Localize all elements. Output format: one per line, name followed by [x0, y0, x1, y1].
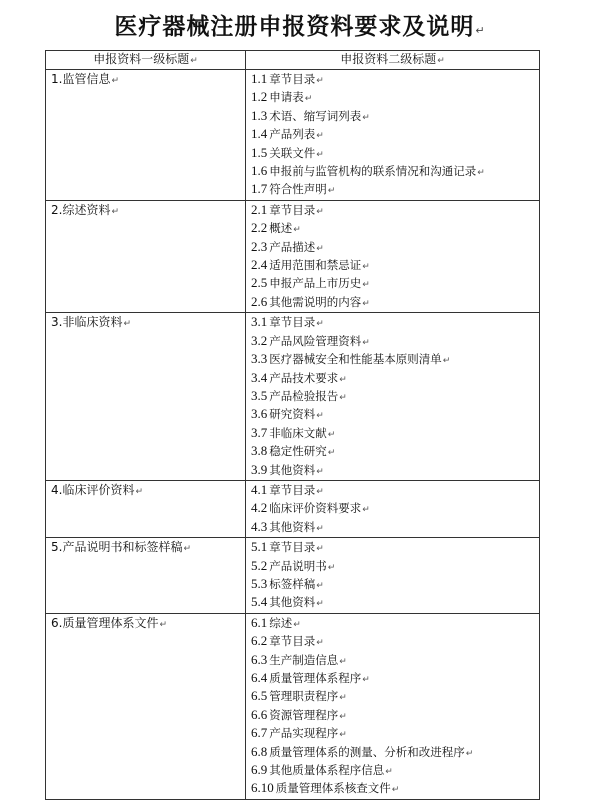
item-number: 6.6	[251, 706, 268, 722]
item-number: 3.6	[251, 406, 268, 422]
item-number: 3.8	[251, 443, 268, 459]
item-number: 2.2	[251, 220, 268, 236]
item-text: 其他需说明的内容	[269, 294, 362, 309]
item-number: 6.5	[251, 688, 268, 704]
item-number: 6.8	[251, 743, 268, 759]
list-item	[251, 762, 539, 780]
list-item	[251, 89, 539, 107]
list-item	[251, 314, 539, 332]
paragraph-mark-icon: ↵	[316, 411, 324, 422]
requirements-table	[45, 50, 540, 800]
item-text: 质量管理体系的测量、分析和改进程序	[269, 744, 465, 759]
item-text: 标签样稿	[269, 576, 316, 591]
paragraph-mark-icon: ↵	[111, 206, 119, 217]
paragraph-mark-icon: ↵	[316, 486, 324, 497]
header-level1	[46, 51, 246, 70]
list-item	[251, 425, 539, 443]
item-text: 申报产品上市历史	[269, 276, 362, 291]
item-number: 2.6	[251, 293, 268, 309]
item-text: 符合性声明	[269, 182, 327, 197]
paragraph-mark-icon: ↵	[316, 544, 324, 555]
item-text: 医疗器械安全和性能基本原则清单	[269, 352, 442, 367]
level1-title: 3.非临床资料	[51, 315, 123, 330]
item-number: 5.4	[251, 594, 268, 610]
level1-title-cell	[46, 313, 246, 481]
header-level1-label: 申报资料一级标题	[93, 52, 190, 66]
item-number: 1.3	[251, 107, 268, 123]
item-text: 章节目录	[269, 634, 316, 649]
paragraph-mark-icon: ↵	[362, 505, 370, 516]
item-text: 稳定性研究	[269, 444, 327, 459]
item-text: 产品实现程序	[269, 726, 339, 741]
paragraph-mark-icon: ↵	[475, 24, 486, 37]
item-number: 3.7	[251, 424, 268, 440]
page-title-text: 医疗器械注册申报资料要求及说明	[114, 14, 475, 40]
item-text: 章节目录	[269, 72, 316, 86]
paragraph-mark-icon: ↵	[362, 298, 370, 309]
list-item	[251, 443, 539, 461]
paragraph-mark-icon: ↵	[339, 730, 347, 741]
paragraph-mark-icon: ↵	[391, 785, 400, 796]
list-item	[251, 370, 539, 388]
paragraph-mark-icon: ↵	[316, 149, 324, 160]
paragraph-mark-icon: ↵	[465, 748, 474, 759]
paragraph-mark-icon: ↵	[362, 262, 370, 273]
paragraph-mark-icon: ↵	[385, 767, 393, 778]
item-text: 章节目录	[269, 540, 316, 555]
paragraph-mark-icon: ↵	[477, 168, 485, 179]
list-item	[251, 576, 539, 594]
paragraph-mark-icon: ↵	[327, 186, 336, 197]
item-text: 章节目录	[269, 482, 316, 497]
paragraph-mark-icon: ↵	[316, 580, 324, 591]
paragraph-mark-icon: ↵	[327, 448, 336, 459]
paragraph-mark-icon: ↵	[339, 392, 347, 403]
list-item	[251, 108, 539, 126]
item-text: 产品说明书	[269, 558, 327, 573]
item-number: 1.6	[251, 163, 268, 179]
list-item	[251, 333, 539, 351]
item-text: 产品检验报告	[269, 388, 339, 403]
list-item	[251, 239, 539, 257]
item-text: 申报前与监管机构的联系情况和沟通记录	[269, 164, 477, 179]
level1-title-cell	[46, 70, 246, 201]
item-text: 适用范围和禁忌证	[269, 258, 362, 273]
list-item	[251, 744, 539, 762]
item-number: 6.4	[251, 670, 268, 685]
item-text: 产品列表	[269, 127, 316, 142]
item-number: 4.1	[251, 481, 268, 497]
table-body	[46, 70, 540, 800]
list-item	[251, 351, 539, 369]
level2-items-cell	[246, 480, 540, 537]
level1-title-cell	[46, 480, 246, 537]
item-text: 申请表	[269, 90, 304, 105]
item-number: 6.3	[251, 651, 268, 667]
level1-title: 4.临床评价资料	[51, 482, 135, 497]
paragraph-mark-icon: ↵	[316, 466, 324, 477]
list-item	[251, 615, 539, 633]
paragraph-mark-icon: ↵	[159, 619, 167, 630]
list-item	[251, 688, 539, 706]
item-text: 产品技术要求	[269, 370, 339, 385]
table-row	[46, 480, 540, 537]
table-row	[46, 538, 540, 614]
paragraph-mark-icon: ↵	[339, 656, 347, 667]
item-number: 2.5	[251, 275, 268, 291]
level1-title-cell	[46, 613, 246, 799]
item-text: 综述	[269, 615, 293, 630]
paragraph-mark-icon: ↵	[316, 319, 324, 330]
list-item	[251, 406, 539, 424]
paragraph-mark-icon: ↵	[183, 544, 191, 555]
list-item	[251, 275, 539, 293]
paragraph-mark-icon: ↵	[339, 711, 347, 722]
list-item	[251, 462, 539, 480]
item-number: 3.1	[251, 314, 268, 330]
item-number: 6.2	[251, 633, 268, 649]
item-text: 临床评价资料要求	[269, 501, 362, 516]
list-item	[251, 482, 539, 500]
paragraph-mark-icon: ↵	[316, 131, 324, 142]
item-number: 3.3	[251, 351, 268, 367]
item-number: 6.10	[251, 780, 274, 796]
paragraph-mark-icon: ↵	[339, 693, 347, 704]
item-number: 6.1	[251, 614, 268, 630]
level1-title-cell	[46, 200, 246, 312]
paragraph-mark-icon: ↵	[362, 337, 370, 348]
paragraph-mark-icon: ↵	[442, 356, 451, 367]
item-number: 3.4	[251, 369, 268, 385]
table-row	[46, 313, 540, 481]
item-text: 质量管理体系核查文件	[275, 781, 391, 796]
item-text: 资源管理程序	[269, 707, 339, 722]
list-item	[251, 181, 539, 199]
level2-items-cell	[246, 313, 540, 481]
level1-title: 2.综述资料	[51, 202, 111, 217]
level2-items-cell	[246, 70, 540, 201]
level1-title-cell	[46, 538, 246, 614]
item-text: 其他资料	[269, 462, 316, 477]
item-text: 章节目录	[269, 202, 316, 217]
item-number: 4.3	[251, 518, 268, 534]
level2-items-cell	[246, 613, 540, 799]
item-number: 3.9	[251, 461, 268, 477]
level1-title: 6.质量管理体系文件	[51, 615, 159, 630]
list-item	[251, 202, 539, 220]
paragraph-mark-icon: ↵	[316, 638, 324, 649]
item-text: 研究资料	[269, 407, 316, 422]
item-number: 6.9	[251, 762, 268, 778]
level2-items-cell	[246, 200, 540, 312]
paragraph-mark-icon: ↵	[339, 374, 347, 385]
item-text: 章节目录	[269, 315, 316, 330]
list-item	[251, 633, 539, 651]
item-number: 2.4	[251, 257, 268, 273]
list-item	[251, 145, 539, 163]
level1-title: 5.产品说明书和标签样稿	[51, 540, 183, 555]
list-item	[251, 780, 539, 798]
item-number: 1.4	[251, 126, 268, 142]
item-number: 1.5	[251, 144, 268, 160]
item-number: 1.1	[251, 71, 268, 86]
paragraph-mark-icon: ↵	[362, 280, 370, 291]
item-number: 2.1	[251, 201, 268, 217]
item-text: 其他资料	[269, 595, 316, 610]
list-item	[251, 707, 539, 725]
page-title	[0, 8, 600, 41]
paragraph-mark-icon: ↵	[316, 599, 324, 610]
item-number: 4.2	[251, 500, 268, 516]
list-item	[251, 652, 539, 670]
list-item	[251, 294, 539, 312]
table-row	[46, 613, 540, 799]
item-number: 1.7	[251, 181, 268, 197]
list-item	[251, 725, 539, 743]
paragraph-mark-icon: ↵	[327, 429, 336, 440]
item-text: 术语、缩写词列表	[269, 108, 362, 123]
list-item	[251, 558, 539, 576]
paragraph-mark-icon: ↵	[362, 112, 370, 123]
table-header-row	[46, 51, 540, 70]
paragraph-mark-icon: ↵	[123, 319, 131, 330]
paragraph-mark-icon: ↵	[293, 619, 301, 630]
level2-items-cell	[246, 538, 540, 614]
item-text: 管理职责程序	[269, 689, 339, 704]
item-text: 产品风险管理资料	[269, 333, 362, 348]
item-number: 5.3	[251, 575, 268, 591]
paragraph-mark-icon: ↵	[362, 675, 370, 685]
item-number: 5.2	[251, 557, 268, 573]
header-level2-label: 申报资料二级标题	[340, 52, 437, 66]
paragraph-mark-icon: ↵	[327, 562, 336, 573]
item-text: 生产制造信息	[269, 652, 339, 667]
paragraph-mark-icon: ↵	[304, 94, 313, 105]
list-item	[251, 670, 539, 688]
paragraph-mark-icon: ↵	[316, 523, 324, 534]
item-number: 1.2	[251, 89, 268, 105]
list-item	[251, 71, 539, 89]
paragraph-mark-icon: ↵	[316, 76, 324, 86]
list-item	[251, 594, 539, 612]
paragraph-mark-icon: ↵	[111, 76, 119, 86]
list-item	[251, 126, 539, 144]
table-row	[46, 70, 540, 201]
list-item	[251, 519, 539, 537]
list-item	[251, 257, 539, 275]
item-text: 非临床文献	[269, 425, 327, 440]
item-number: 3.5	[251, 387, 268, 403]
paragraph-mark-icon: ↵	[316, 243, 324, 254]
item-number: 2.3	[251, 238, 268, 254]
list-item	[251, 500, 539, 518]
item-number: 5.1	[251, 539, 268, 555]
item-text: 质量管理体系程序	[269, 671, 362, 685]
paragraph-mark-icon: ↵	[437, 56, 445, 66]
item-text: 关联文件	[269, 145, 316, 160]
paragraph-mark-icon: ↵	[293, 225, 301, 236]
header-level2	[246, 51, 540, 70]
paragraph-mark-icon: ↵	[135, 486, 143, 497]
list-item	[251, 388, 539, 406]
paragraph-mark-icon: ↵	[190, 56, 198, 66]
item-text: 其他资料	[269, 519, 316, 534]
item-number: 6.7	[251, 725, 268, 741]
paragraph-mark-icon: ↵	[316, 206, 324, 217]
list-item	[251, 220, 539, 238]
list-item	[251, 163, 539, 181]
table-row	[46, 200, 540, 312]
item-text: 产品描述	[269, 239, 316, 254]
item-text: 其他质量体系程序信息	[269, 763, 385, 778]
item-number: 3.2	[251, 332, 268, 348]
list-item	[251, 539, 539, 557]
level1-title: 1.监管信息	[51, 72, 111, 86]
item-text: 概述	[269, 221, 293, 236]
